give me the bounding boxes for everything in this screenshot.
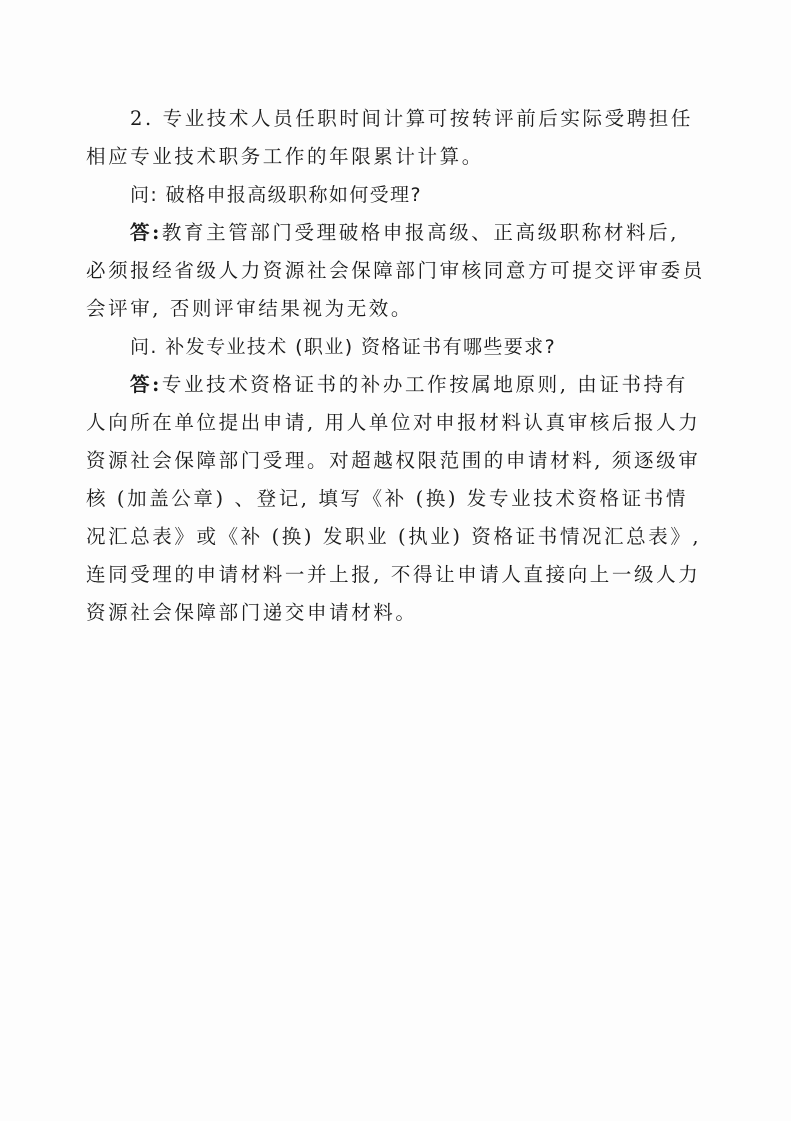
answer-line: 会评审, 否则评审结果视为无效。 bbox=[86, 297, 413, 320]
answer-label: 答: bbox=[130, 373, 162, 396]
paragraph-line: 相应专业技术职务工作的年限累计计算。 bbox=[86, 145, 484, 168]
question-heading: 问. 补发专业技术 (职业) 资格证书有哪些要求? bbox=[130, 336, 557, 358]
answer-line: 资源社会保障部门递交申请材料。 bbox=[86, 601, 418, 624]
answer-line bbox=[86, 366, 706, 404]
document-body bbox=[86, 100, 706, 632]
answer-label: 答: bbox=[130, 221, 162, 244]
answer-line: 人向所在单位提出申请, 用人单位对申报材料认真审核后报人力 bbox=[86, 411, 701, 434]
answer-line: 资源社会保障部门受理。对超越权限范围的申请材料, 须逐级审 bbox=[86, 449, 701, 472]
paragraph-line: 2. 专业技术人员任职时间计算可按转评前后实际受聘担任 bbox=[130, 107, 694, 130]
answer-line: 连同受理的申请材料一并上报, 不得让申请人直接向上一级人力 bbox=[86, 563, 701, 586]
answer-text: 教育主管部门受理破格申报高级、正高级职称材料后, bbox=[161, 221, 680, 244]
answer-line bbox=[86, 214, 706, 252]
answer-text: 专业技术资格证书的补办工作按属地原则, 由证书持有 bbox=[161, 373, 688, 396]
answer-line: 核 (加盖公章) 、登记, 填写《补 (换) 发专业技术资格证书情 bbox=[86, 487, 688, 510]
answer-line: 况汇总表》或《补 (换) 发职业 (执业) 资格证书情况汇总表》, bbox=[86, 525, 702, 548]
answer-line: 必须报经省级人力资源社会保障部门审核同意方可提交评审委员 bbox=[86, 259, 705, 282]
question-heading: 问: 破格申报高级职称如何受理? bbox=[130, 184, 422, 206]
